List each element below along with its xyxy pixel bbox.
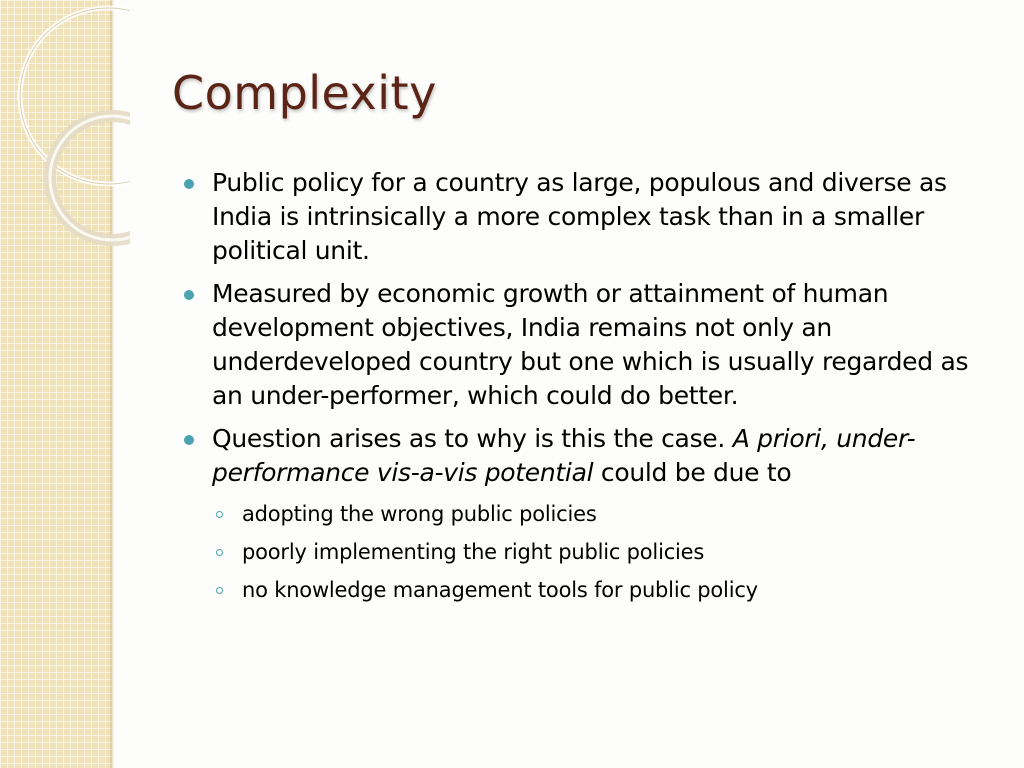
decorative-rings xyxy=(0,0,130,260)
bullet-item xyxy=(182,422,982,606)
bullet-item xyxy=(182,277,982,413)
sub-bullet-item xyxy=(212,498,982,530)
bullet-text: Public policy for a country as large, populous and diverse as India is intrinsically a more complex task than in a smaller political unit. xyxy=(212,168,947,265)
bullet-dot-icon xyxy=(184,179,194,189)
bullet-dot-icon xyxy=(184,290,194,300)
bullet-dot-icon xyxy=(184,435,194,445)
bullet-text-italic: A priori, under-performance vis-a-vis potential xyxy=(212,424,916,487)
sub-bullet-text: no knowledge management tools for public policy xyxy=(242,578,758,602)
sub-bullet-item xyxy=(212,574,982,606)
bullet-text: Measured by economic growth or attainment of human development objectives, India remains not only an underdeveloped country but one which is usually regarded as an under-performer, which could do better. xyxy=(212,279,969,410)
slide-title: Complexity xyxy=(172,66,437,120)
bullet-text-tail: could be due to xyxy=(593,458,792,487)
bullet-list xyxy=(182,166,982,615)
sub-bullet-list xyxy=(212,498,982,606)
bullet-text-lead: Question arises as to why is this the case. xyxy=(212,424,733,453)
sub-bullet-text: adopting the wrong public policies xyxy=(242,502,597,526)
sub-bullet-item xyxy=(212,536,982,568)
ring-bullet-icon xyxy=(216,549,223,556)
sub-bullet-text: poorly implementing the right public policies xyxy=(242,540,705,564)
ring-bullet-icon xyxy=(216,511,223,518)
bullet-item xyxy=(182,166,982,268)
ring-bullet-icon xyxy=(216,587,223,594)
